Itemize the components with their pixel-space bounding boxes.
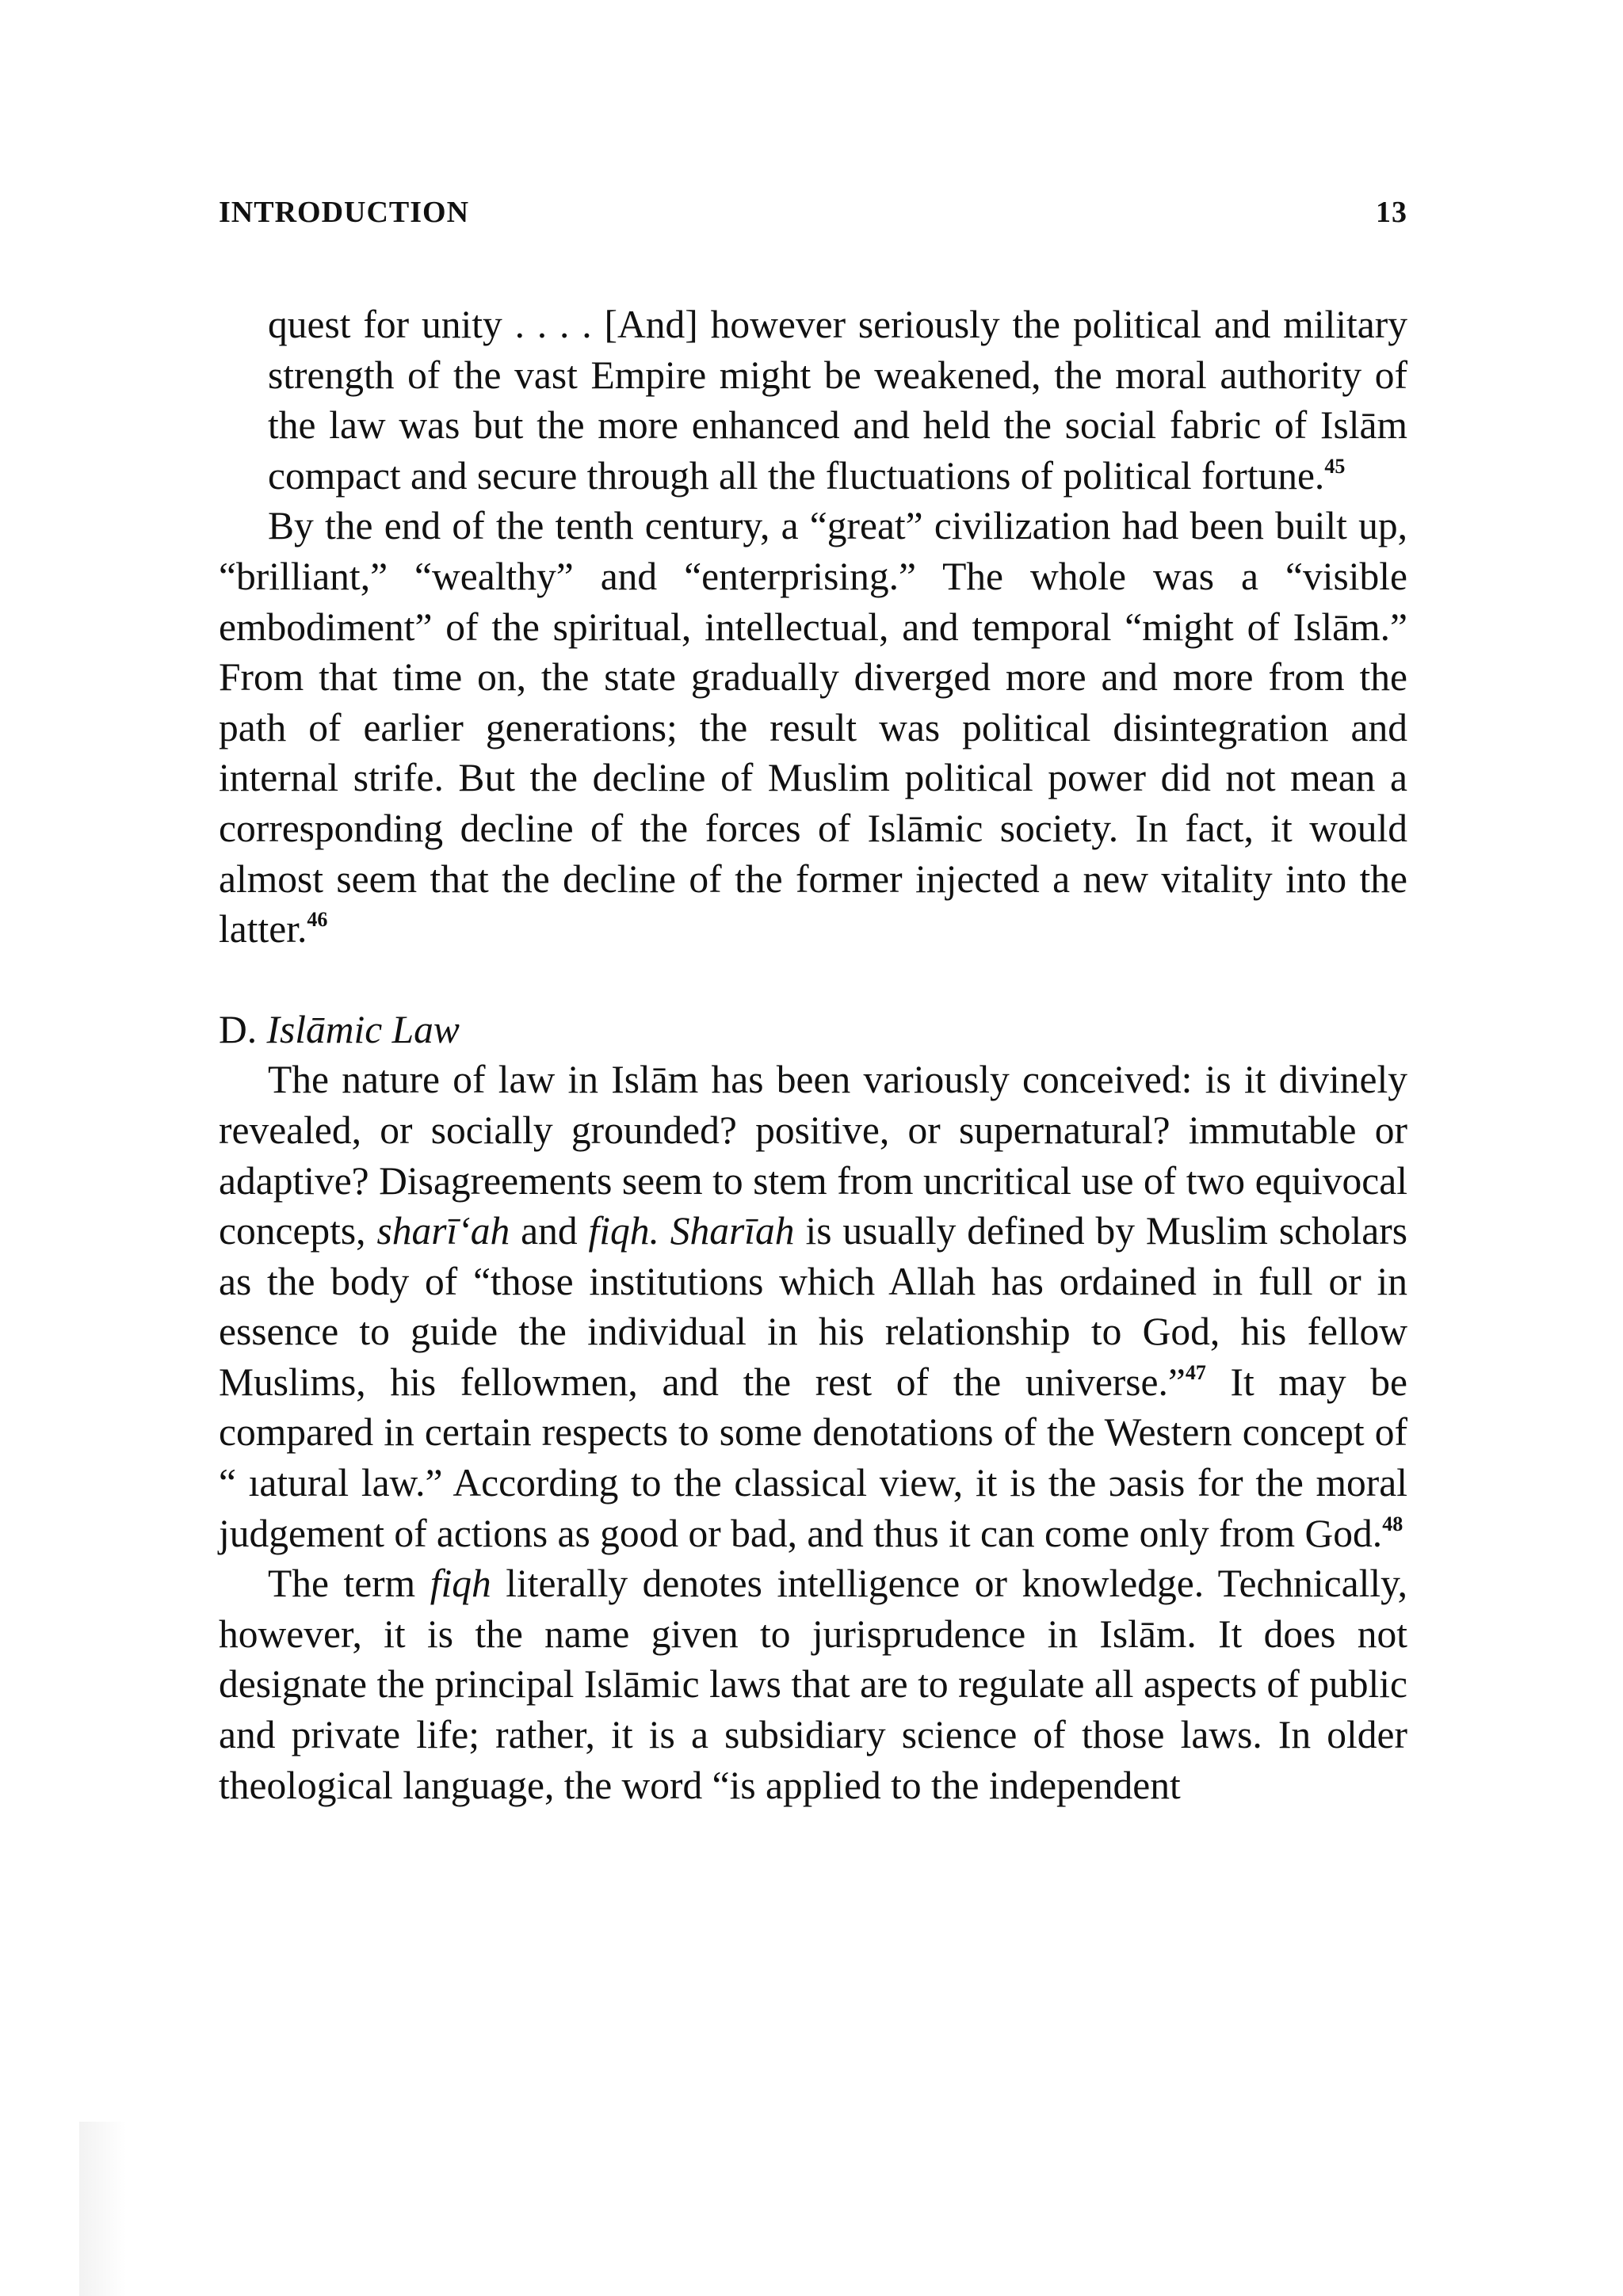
term-shariah: sharī‘ah bbox=[376, 1209, 510, 1253]
running-title: INTRODUCTION bbox=[219, 196, 470, 229]
footnote-ref: 46 bbox=[307, 908, 328, 932]
paragraph-text: and bbox=[521, 1209, 578, 1253]
section-title: Islāmic Law bbox=[266, 1007, 460, 1051]
paragraph-text: The nature of law in Islām has been variously conceived: is it divinely revealed, or socially grounded? positive, or supernatural? immutable or adaptive? Disagreements seem to stem from uncritical use of two equivocal concepts, bbox=[219, 1058, 1407, 1253]
block-quote bbox=[268, 299, 1407, 501]
section-heading bbox=[219, 1005, 1407, 1055]
page-number: 13 bbox=[1376, 196, 1407, 229]
paragraph bbox=[219, 1055, 1407, 1558]
paragraph-text: It may be compared in certain respects to some denotations of the Western concept of “ ıatural law.” According to the classical view, it is the ɔasis for the moral judgement of actions as good or bad, and thus it can come only from God. bbox=[219, 1360, 1407, 1555]
paragraph-text: By the end of the tenth century, a “great” civilization had been built up, “brilliant,” “wealthy” and “enterprising.” The whole was a “visible embodiment” of the spiritual, intellectual, and temporal “might of Islām.” From that time on, the state gradually diverged more and more from the path of earlier generations; the result was political disintegration and internal strife. But the decline of Muslim political power did not mean a corresponding decline of the forces of Islāmic society. In fact, it would almost seem that the decline of the former injected a new vitality into the latter. bbox=[219, 504, 1407, 952]
paragraph-text: is usually defined by Muslim scholars as the body of “those institutions which Allah has ordained in full or in essence to guide the individual in his relationship to God, his fellow Muslims, his fellowmen, and the rest of the universe.” bbox=[219, 1209, 1408, 1404]
scan-shadow bbox=[79, 2122, 127, 2296]
footnote-ref: 48 bbox=[1382, 1512, 1403, 1535]
quote-text: quest for unity . . . . [And] however seriously the political and military strength of the vast Empire might be weakened, the moral authority of the law was but the more enhanced and held the social fabric of Islām compact and secure through all the fluctuations of political fortune. bbox=[268, 303, 1407, 498]
paragraph-text: The term bbox=[268, 1562, 416, 1606]
term-shariah: Sharīah bbox=[670, 1209, 795, 1253]
body-text bbox=[219, 299, 1407, 1810]
section-label: D. bbox=[219, 1007, 258, 1051]
term-fiqh: fiqh. bbox=[588, 1209, 659, 1253]
paragraph bbox=[219, 1558, 1407, 1810]
running-header bbox=[219, 195, 1407, 230]
paragraph-text: literally denotes intelligence or knowledge. Technically, however, it is the name given to jurisprudence in Islām. It does not designate the principal Islāmic laws that are to regulate all aspects of public and private life; rather, it is a subsidiary science of those laws. In older theological language, the word “is applied to the independent bbox=[219, 1562, 1408, 1807]
paragraph bbox=[219, 501, 1407, 954]
footnote-ref: 45 bbox=[1324, 454, 1346, 478]
footnote-ref: 47 bbox=[1185, 1360, 1206, 1384]
term-fiqh: fiqh bbox=[430, 1562, 491, 1606]
